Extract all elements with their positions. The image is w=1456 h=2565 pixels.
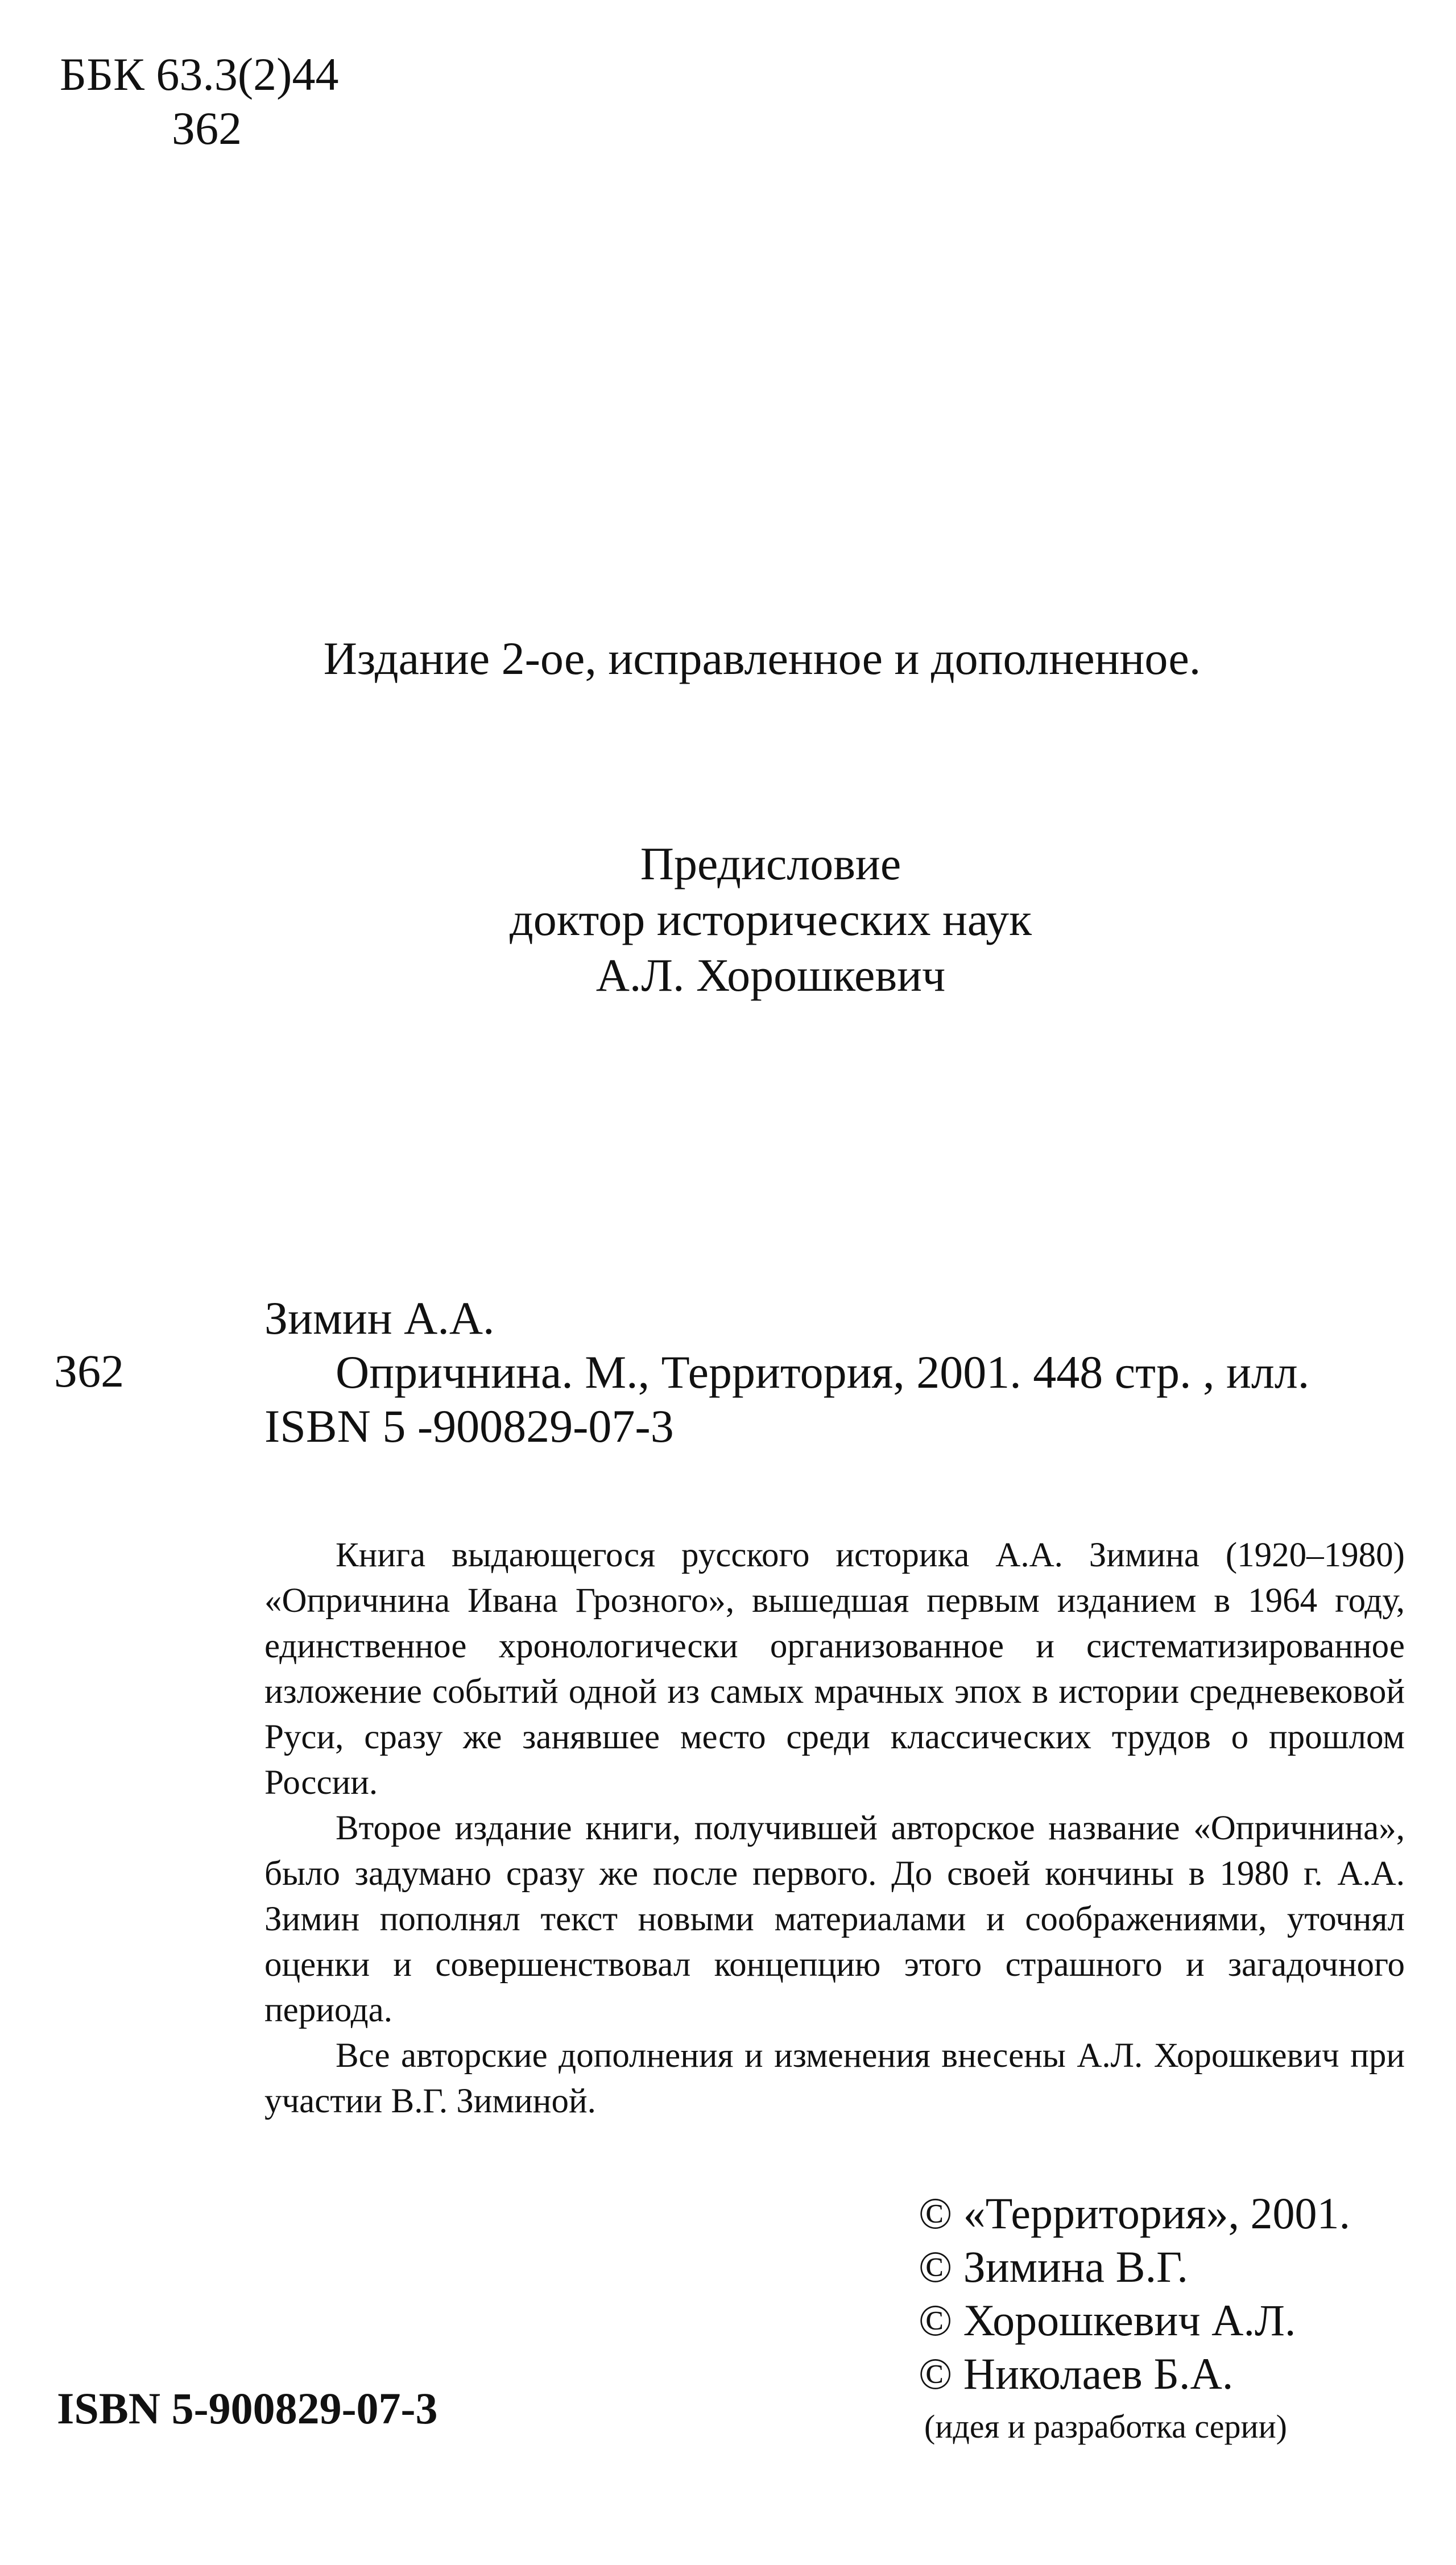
catalog-entry — [264, 1291, 1309, 1453]
copyright-line: © Хорошкевич А.Л. — [919, 2295, 1296, 2345]
edition-note: Издание 2-ое, исправленное и дополненное. — [323, 632, 1201, 684]
catalog-author: Зимин А.А. — [264, 1292, 495, 1344]
annotation — [264, 1533, 1405, 2124]
preface-author-name: А.Л. Хорошкевич — [595, 949, 946, 1001]
copyright-line: © Николаев Б.А. — [919, 2349, 1234, 2398]
preface-author-degree: доктор исторических наук — [510, 893, 1032, 945]
isbn: ISBN 5-900829-07-3 — [57, 2384, 438, 2433]
bbk-code: ББК 63.3(2)44 — [60, 48, 339, 100]
author-sign: З62 — [172, 102, 242, 154]
catalog-author-sign: З62 — [54, 1345, 125, 1397]
copyright-line: © «Территория», 2001. — [919, 2188, 1350, 2238]
series-note: (идея и разработка серии) — [924, 2408, 1287, 2445]
copyright-block — [919, 2187, 1350, 2453]
annotation-paragraph: Книга выдающегося русского историка А.А. Зимина (1920–1980) «Опричнина Ивана Грозного», вышедшая первым изданием в 1964 году, единственное хронологически организованное и систематизированное изложение событий одной из самых мрачных эпох в истории средневековой Руси, сразу же занявшее место среди классических трудов о прошлом России. — [264, 1536, 1405, 1802]
catalog-isbn: ISBN 5 -900829-07-3 — [264, 1400, 674, 1452]
copyright-line: © Зимина В.Г. — [919, 2242, 1188, 2291]
preface-label: Предисловие — [640, 838, 901, 890]
annotation-paragraph: Все авторские дополнения и изменения внесены А.Л. Хорошкевич при участии В.Г. Зиминой. — [264, 2037, 1405, 2120]
catalog-title: Опричнина. М., Территория, 2001. 448 стр. , илл. — [336, 1346, 1310, 1398]
annotation-paragraph: Второе издание книги, получившей авторское название «Опричнина», было задумано сразу же после первого. До своей кончины в 1980 г. А.А. Зимин пополнял текст новыми материалами и соображениями, уточнял оценки и совершенствовал концепцию этого страшного и загадочного периода. — [264, 1809, 1405, 2029]
preface-block — [0, 836, 1456, 1003]
